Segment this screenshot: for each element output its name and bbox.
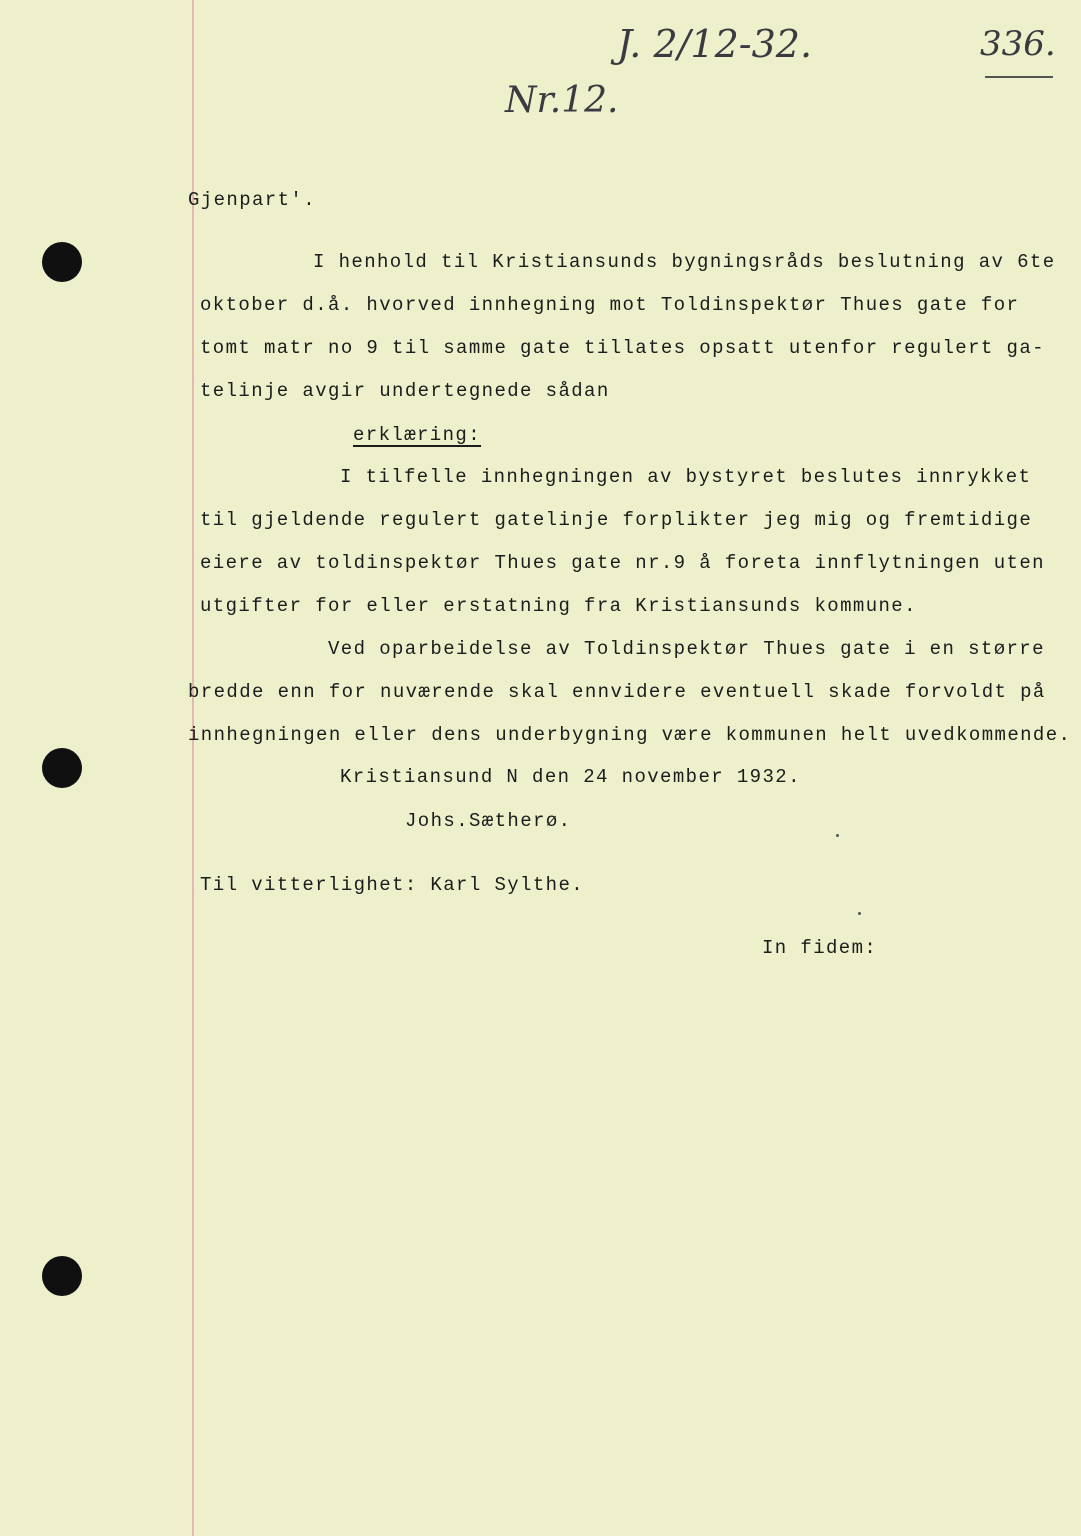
ink-speck	[836, 834, 839, 837]
text-line-6: I tilfelle innhegningen av bystyret beslutes innrykket	[340, 466, 1032, 488]
text-line-2: oktober d.å. hvorved innhegning mot Toldinspektør Thues gate for	[200, 294, 1020, 316]
page-number-rule	[985, 76, 1053, 78]
signature-line: Johs.Sætherø.	[405, 810, 572, 832]
heading: Gjenpart'.	[188, 189, 317, 211]
margin-line	[192, 0, 194, 1536]
text-line-10: Ved oparbeidelse av Toldinspektør Thues gate i en større	[328, 638, 1045, 660]
text-line-8: eiere av toldinspektør Thues gate nr.9 å foreta innflytningen uten	[200, 552, 1045, 574]
page-number: 336.	[980, 24, 1056, 64]
text-line-7: til gjeldende regulert gatelinje forplikter jeg mig og fremtidige	[200, 509, 1033, 531]
doc-number: Nr.12.	[505, 80, 619, 121]
punch-hole-top	[42, 242, 82, 282]
punch-hole-bottom	[42, 1256, 82, 1296]
in-fidem-line: In fidem:	[762, 937, 878, 959]
text-line-4: telinje avgir undertegnede sådan	[200, 380, 610, 402]
ink-speck	[858, 912, 861, 915]
witness-line: Til vitterlighet: Karl Sylthe.	[200, 874, 585, 896]
text-line-12: innhegningen eller dens underbygning være kommunen helt uvedkommende.	[188, 724, 1072, 746]
punch-hole-middle	[42, 748, 82, 788]
place-date-line: Kristiansund N den 24 november 1932.	[340, 766, 801, 788]
text-line-3: tomt matr no 9 til samme gate tillates opsatt utenfor regulert ga-	[200, 337, 1045, 359]
text-line-11: bredde enn for nuværende skal ennvidere eventuell skade forvoldt på	[188, 681, 1046, 703]
text-line-9: utgifter for eller erstatning fra Kristiansunds kommune.	[200, 595, 917, 617]
declaration-heading: erklæring:	[353, 424, 482, 446]
text-line-1: I henhold til Kristiansunds bygningsråds beslutning av 6te	[313, 251, 1056, 273]
date-note: J. 2/12-32.	[617, 22, 813, 66]
